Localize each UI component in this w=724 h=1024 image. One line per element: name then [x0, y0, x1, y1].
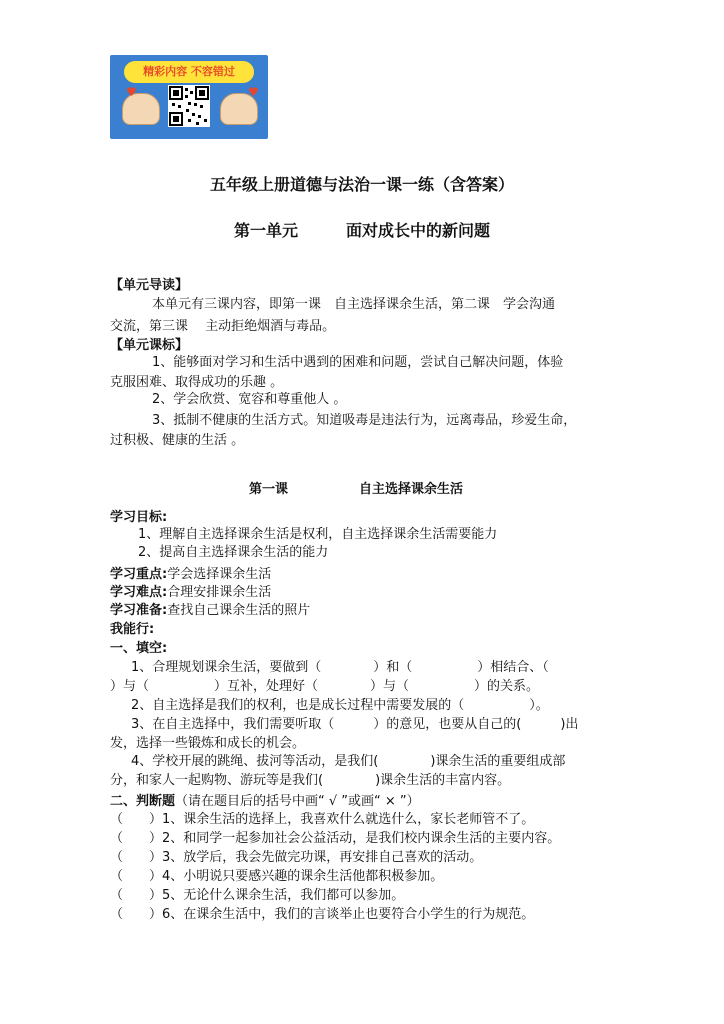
- judge-item: （ ）1、课余生活的选择上，我喜欢什么就选什么，家长老师管不了。: [110, 812, 535, 827]
- judge-instruction: （请在题目后的括号中画“ √ ”或画“ × ”）: [175, 794, 420, 809]
- standard-item: 过积极、健康的生活 。: [110, 433, 245, 448]
- banner-slogan: 精彩内容 不容错过: [124, 61, 254, 83]
- qr-code-icon[interactable]: [168, 85, 210, 127]
- difficulty-text: 合理安排课余生活: [167, 585, 272, 600]
- standard-item: 克服困难、取得成功的乐趣 。: [110, 375, 284, 390]
- judge-item: （ ）2、和同学一起参加社会公益活动，是我们校内课余生活的主要内容。: [110, 831, 561, 846]
- unit-guide-label: 【单元导读】: [110, 278, 189, 293]
- judge-item: （ ）3、放学后，我会先做完功课，再安排自己喜欢的活动。: [110, 850, 483, 865]
- fill-heading: 一、填空:: [110, 641, 168, 656]
- learning-prep: [110, 602, 310, 620]
- difficulty-label: 学习难点:: [110, 585, 168, 600]
- fill-question: 2、自主选择是我们的权利，也是成长过程中需要发展的（ ）。: [131, 698, 549, 713]
- lesson-number: 第一课: [249, 482, 289, 497]
- goals-label: 学习目标:: [110, 510, 168, 525]
- judge-title: 二、判断题: [110, 794, 176, 809]
- fill-question: 分，和家人一起购物、游玩等是我们( )课余生活的丰富内容。: [110, 773, 511, 788]
- judge-item: （ ）5、无论什么课余生活，我们都可以参加。: [110, 888, 405, 903]
- fill-question: ）与（ ）互补，处理好（ ）与（ ）的关系。: [110, 679, 540, 694]
- focus-text: 学会选择课余生活: [167, 567, 272, 582]
- unit-guide-text: 交流，第三课 主动拒绝烟酒与毒品。: [110, 319, 336, 334]
- fill-question: 3、在自主选择中，我们需要听取（ ）的意见，也要从自己的( )出: [131, 717, 579, 732]
- judge-heading: [110, 793, 420, 811]
- learning-focus: [110, 566, 271, 584]
- unit-standards-label: 【单元课标】: [110, 338, 189, 353]
- prep-label: 学习准备:: [110, 603, 168, 618]
- standard-item: 3、抵制不健康的生活方式。知道吸毒是违法行为，远离毒品，珍爱生命，: [152, 413, 577, 428]
- heart-icon: ♥: [126, 85, 137, 99]
- unit-guide-text: 本单元有三课内容，即第一课 自主选择课余生活，第二课 学会沟通: [152, 297, 556, 312]
- lesson-title: 自主选择课余生活: [359, 482, 464, 497]
- promo-banner[interactable]: [110, 55, 268, 139]
- standard-item: 2、学会欣赏、宽容和尊重他人 。: [152, 392, 347, 407]
- fill-question: 1、合理规划课余生活，要做到（ ）和（ ）相结合、（: [131, 660, 549, 675]
- learning-difficulty: [110, 584, 271, 602]
- judge-item: （ ）4、小明说只要感兴趣的课余生活他都积极参加。: [110, 869, 444, 884]
- standard-item: 1、能够面对学习和生活中遇到的困难和问题，尝试自己解决问题，体验: [152, 355, 564, 370]
- goal-item: 2、提高自主选择课余生活的能力: [138, 545, 329, 560]
- focus-label: 学习重点:: [110, 567, 168, 582]
- prep-text: 查找自己课余生活的照片: [167, 603, 311, 618]
- judge-item: （ ）6、在课余生活中，我们的言谈举止也要符合小学生的行为规范。: [110, 907, 535, 922]
- unit-heading: 第一单元 面对成长中的新问题: [233, 221, 490, 240]
- goal-item: 1、理解自主选择课余生活是权利，自主选择课余生活需要能力: [138, 527, 498, 542]
- fill-question: 4、学校开展的跳绳、拔河等活动，是我们( )课余生活的重要组成部: [131, 754, 566, 769]
- heart-icon: ♥: [248, 85, 259, 99]
- fill-question: 发，选择一些锻炼和成长的机会。: [110, 736, 306, 751]
- document-title: 五年级上册道德与法治一课一练（含答案）: [209, 175, 514, 194]
- can-do-label: 我能行:: [110, 622, 155, 637]
